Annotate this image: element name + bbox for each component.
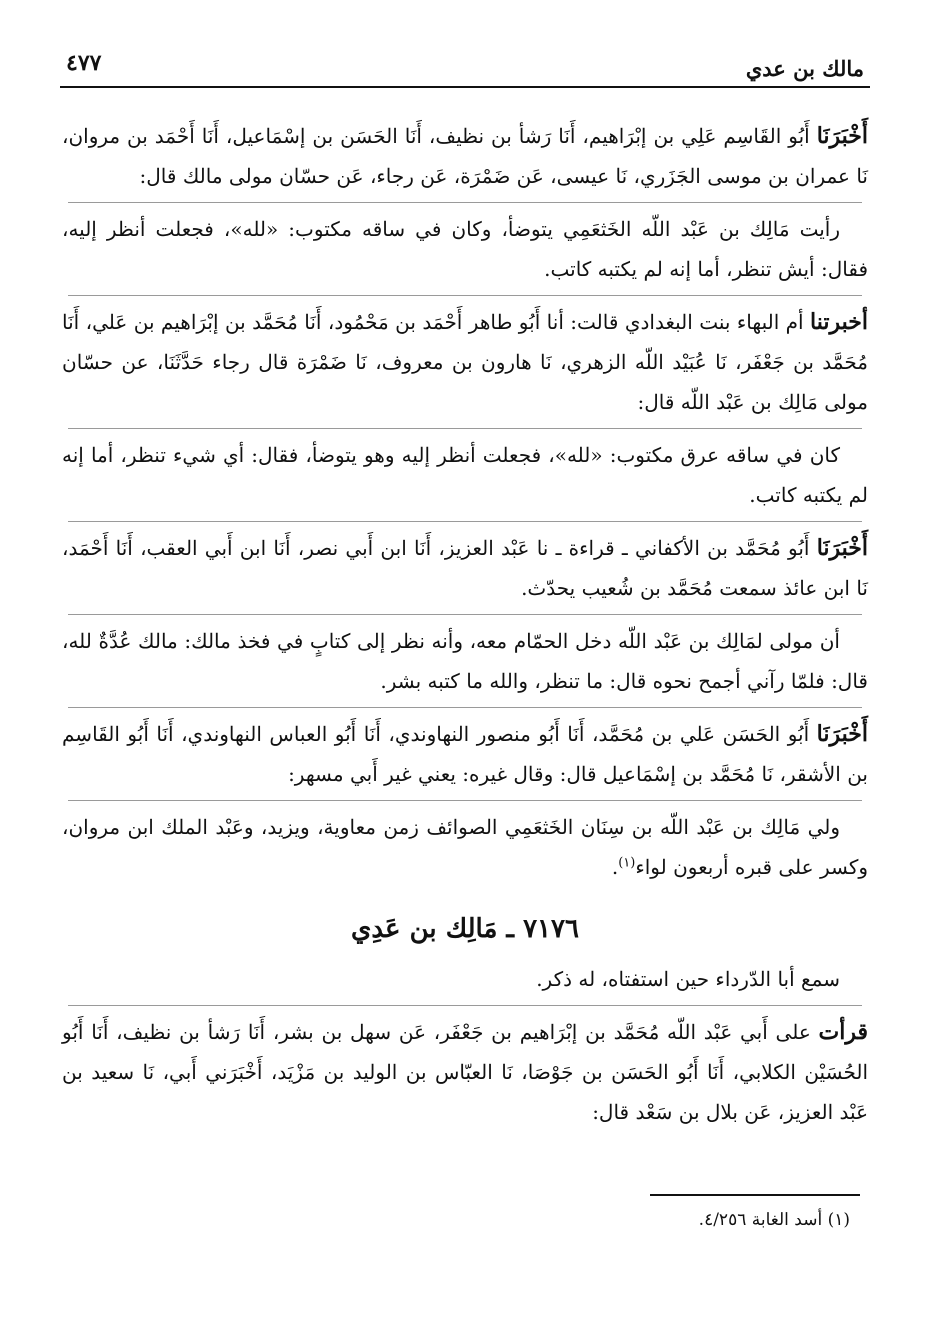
body-text [60, 116, 870, 1132]
separator-rule [68, 295, 862, 296]
paragraph-text: على أَبي عَبْد اللّه مُحَمَّد بن إبْرَاهيم بن جَعْفَر، عَن سهل بن بشر، أَنَا رَشأ بن نظيف، أَنَا أَبُو الحُسَيْن الكلابي، أَنَا أَبُو الحَسَن بن جَوْصَا، نَا العبّاس بن الوليد بن مَزْيَد، أَخْبَرَني أَبي، نَا سعيد بن عَبْد العزيز، عَن بلال بن سَعْد قال: [62, 1020, 868, 1124]
matn-paragraph [60, 621, 870, 701]
separator-rule [68, 521, 862, 522]
isnad-paragraph [60, 714, 870, 794]
isnad-paragraph [60, 302, 870, 422]
entry-note [60, 959, 870, 999]
paragraph-text: سمع أبا الدّرداء حين استفتاه، له ذكر. [536, 967, 840, 991]
footnote-reference[interactable]: (١) [618, 855, 636, 871]
paragraph-text: كان في ساقه عرق مكتوب: «لله»، فجعلت أنظر إليه وهو يتوضأ، فقال: أي شيء تنظر، أما إنه لم يكتبه كاتب. [62, 443, 868, 507]
isnad-paragraph [60, 1012, 870, 1132]
transmission-term: قرأت [818, 1019, 868, 1045]
separator-rule [68, 428, 862, 429]
paragraph-text: أَبُو مُحَمَّد بن الأكفاني ـ قراءة ـ نا عَبْد العزيز، أَنَا ابن أَبي نصر، أَنَا ابن أَبي العقب، أَنَا أَحْمَد، نَا ابن عائذ سمعت مُحَمَّد بن شُعيب يحدّث. [62, 536, 868, 600]
separator-rule [68, 707, 862, 708]
page-number: ٤٧٧ [66, 50, 102, 76]
footnote: (١) أسد الغابة ٤/٢٥٦. [698, 1210, 850, 1230]
matn-paragraph: ولي مَالِك بن عَبْد اللّه بن سِنَان الخَثعَمِي الصوائف زمن معاوية، ويزيد، وعَبْد الملك ابن مروان، وكسر على قبره أربعون لواء$^{(١)}$. [62, 815, 868, 879]
transmission-term: أخبرتنا [810, 309, 868, 335]
paragraph-text: أَبُو الحَسَن عَلي بن مُحَمَّد، أَنَا أَبُو منصور النهاوندي، أَنَا أَبُو العباس النهاوندي، أَنَا أَبُو القَاسِم بن الأشقر، نَا مُحَمَّد بن إسْمَاعيل قال: وقال غيره: يعني غير أَبي مسهر: [62, 722, 868, 786]
separator-rule [68, 800, 862, 801]
transmission-term: أَخْبَرَنَا [816, 123, 869, 149]
paragraph-text: ولي مَالِك بن عَبْد اللّه بن سِنَان الخَثعَمِي الصوائف زمن معاوية، ويزيد، وعَبْد الملك ابن مروان، وكسر على قبره أربعون لواء [62, 815, 868, 879]
matn-paragraph [60, 209, 870, 289]
running-header [60, 40, 870, 88]
matn-paragraph [60, 435, 870, 515]
isnad-paragraph [60, 116, 870, 196]
separator-rule [68, 614, 862, 615]
separator-rule [68, 202, 862, 203]
transmission-term: أَخْبَرَنَا [816, 535, 869, 561]
paragraph-text: أم البهاء بنت البغدادي قالت: أنا أَبُو طاهر أَحْمَد بن مَحْمُود، أَنَا مُحَمَّد بن إبْرَاهيم بن عَلي، أَنَا مُحَمَّد بن جَعْفَر، نَا عُبَيْد اللّه الزهري، نَا هارون بن معروف، نَا ضَمْرَة قال رجاء حَدَّثَنَا، عن حسّان مولى مَالِك بن عَبْد اللّه قال: [62, 310, 868, 414]
isnad-paragraph [60, 528, 870, 608]
entry-heading: ٧١٧٦ ـ مَالِك بن عَدِي [351, 914, 579, 944]
paragraph-text: رأيت مَالِك بن عَبْد اللّه الخَثعَمِي يتوضأ، وكان في ساقه مكتوب: «لله»، فجعلت أنظر إليه، فقال: أيش تنظر، أما إنه لم يكتبه كاتب. [62, 217, 868, 281]
running-title: مالك بن عدي [745, 56, 864, 81]
footnote-rule [650, 1194, 860, 1196]
book-page [60, 40, 870, 1300]
separator-rule [68, 1005, 862, 1006]
paragraph-text: أن مولى لمَالِك بن عَبْد اللّه دخل الحمّام معه، وأنه نظر إلى كتابٍ في فخذ مالك: مالك عُدَّةٌ لله، قال: فلمّا رآني أجمح نحوه قال: ما تنظر، والله ما كتبه بشر. [62, 629, 868, 693]
transmission-term: أَخْبَرَنَا [816, 721, 868, 747]
paragraph-text: أَبُو القَاسِم عَلِي بن إبْرَاهيم، أَنَا رَشأ بن نظيف، أَنَا الحَسَن بن إسْمَاعيل، أَنَا أَحْمَد بن مروان، نَا عمران بن موسى الجَزَري، نَا عيسى، عَن ضَمْرَة، عَن رجاء، عَن حسّان مولى مالك قال: [62, 124, 868, 188]
